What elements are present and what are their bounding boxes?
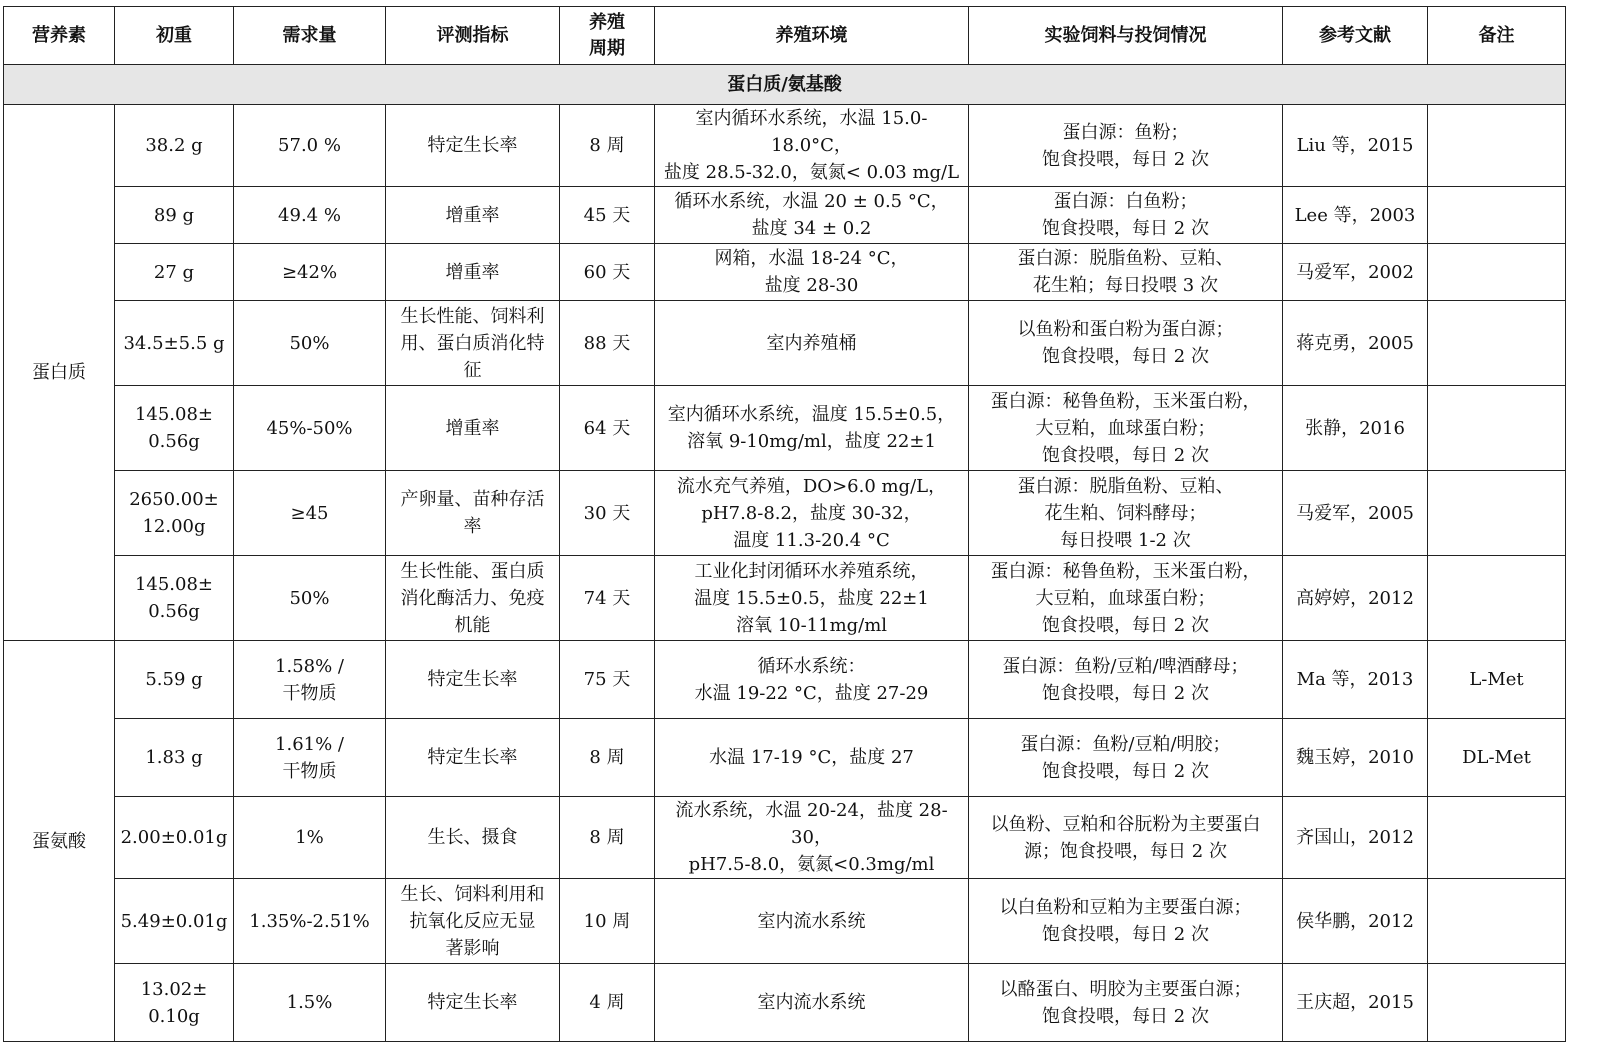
- initial-weight-cell: 38.2 g: [115, 105, 234, 187]
- note-cell: [1428, 187, 1566, 244]
- initial-weight-cell: 2.00±0.01g: [115, 797, 234, 879]
- indicator-cell: 特定生长率: [386, 105, 560, 187]
- indicator-cell: 产卵量、苗种存活 率: [386, 471, 560, 556]
- nutrient-cell: 蛋氨酸: [4, 641, 115, 1042]
- period-cell: 75 天: [560, 641, 655, 719]
- reference-cell: Ma 等，2013: [1283, 641, 1428, 719]
- feed-cell: 以鱼粉和蛋白粉为蛋白源； 饱食投喂，每日 2 次: [969, 301, 1283, 386]
- table-row: [4, 471, 1566, 556]
- feed-cell: 蛋白源：鱼粉/豆粕/明胶； 饱食投喂，每日 2 次: [969, 719, 1283, 797]
- reference-cell: Lee 等，2003: [1283, 187, 1428, 244]
- environment-cell: 流水系统，水温 20-24，盐度 28-30， pH7.5-8.0，氨氮<0.3mg/ml: [655, 797, 969, 879]
- note-cell: [1428, 244, 1566, 301]
- nutrient-cell: 蛋白质: [4, 105, 115, 641]
- requirement-cell: 50%: [234, 556, 386, 641]
- feed-cell: 蛋白源：鱼粉/豆粕/啤酒酵母； 饱食投喂，每日 2 次: [969, 641, 1283, 719]
- note-cell: [1428, 386, 1566, 471]
- reference-cell: 蒋克勇，2005: [1283, 301, 1428, 386]
- nutrition-requirement-table: [3, 6, 1566, 1042]
- requirement-cell: 50%: [234, 301, 386, 386]
- initial-weight-cell: 34.5±5.5 g: [115, 301, 234, 386]
- period-cell: 4 周: [560, 964, 655, 1042]
- section-row: [4, 65, 1566, 105]
- initial-weight-cell: 5.59 g: [115, 641, 234, 719]
- note-cell: L-Met: [1428, 641, 1566, 719]
- requirement-cell: 49.4 %: [234, 187, 386, 244]
- note-cell: [1428, 964, 1566, 1042]
- requirement-cell: ≥45: [234, 471, 386, 556]
- initial-weight-cell: 89 g: [115, 187, 234, 244]
- note-cell: [1428, 301, 1566, 386]
- environment-cell: 室内循环水系统，水温 15.0-18.0°C， 盐度 28.5-32.0，氨氮< 0.03 mg/L: [655, 105, 969, 187]
- period-cell: 8 周: [560, 797, 655, 879]
- environment-cell: 室内养殖桶: [655, 301, 969, 386]
- initial-weight-cell: 145.08± 0.56g: [115, 386, 234, 471]
- feed-cell: 以酪蛋白、明胶为主要蛋白源； 饱食投喂，每日 2 次: [969, 964, 1283, 1042]
- indicator-cell: 生长性能、饲料利 用、蛋白质消化特 征: [386, 301, 560, 386]
- feed-cell: 蛋白源：白鱼粉； 饱食投喂，每日 2 次: [969, 187, 1283, 244]
- note-cell: DL-Met: [1428, 719, 1566, 797]
- period-cell: 45 天: [560, 187, 655, 244]
- environment-cell: 室内循环水系统，温度 15.5±0.5， 溶氧 9-10mg/ml，盐度 22±1: [655, 386, 969, 471]
- note-cell: [1428, 797, 1566, 879]
- environment-cell: 循环水系统： 水温 19-22 °C，盐度 27-29: [655, 641, 969, 719]
- table-row: [4, 386, 1566, 471]
- reference-cell: 王庆超，2015: [1283, 964, 1428, 1042]
- environment-cell: 循环水系统，水温 20 ± 0.5 °C， 盐度 34 ± 0.2: [655, 187, 969, 244]
- feed-cell: 蛋白源：脱脂鱼粉、豆粕、 花生粕；每日投喂 3 次: [969, 244, 1283, 301]
- period-cell: 64 天: [560, 386, 655, 471]
- table-row: [4, 244, 1566, 301]
- header-note: 备注: [1428, 7, 1566, 65]
- reference-cell: 马爱军，2005: [1283, 471, 1428, 556]
- header-requirement: 需求量: [234, 7, 386, 65]
- environment-cell: 流水充气养殖，DO>6.0 mg/L， pH7.8-8.2，盐度 30-32， 温度 11.3-20.4 °C: [655, 471, 969, 556]
- table-row: [4, 797, 1566, 879]
- environment-cell: 室内流水系统: [655, 879, 969, 964]
- table-row: [4, 964, 1566, 1042]
- indicator-cell: 特定生长率: [386, 719, 560, 797]
- feed-cell: 蛋白源：秘鲁鱼粉，玉米蛋白粉， 大豆粕，血球蛋白粉； 饱食投喂，每日 2 次: [969, 556, 1283, 641]
- indicator-cell: 特定生长率: [386, 964, 560, 1042]
- requirement-cell: 1.58% / 干物质: [234, 641, 386, 719]
- requirement-cell: 1.5%: [234, 964, 386, 1042]
- header-period: 养殖 周期: [560, 7, 655, 65]
- feed-cell: 以白鱼粉和豆粕为主要蛋白源； 饱食投喂，每日 2 次: [969, 879, 1283, 964]
- requirement-cell: 1.61% / 干物质: [234, 719, 386, 797]
- table-row: [4, 641, 1566, 719]
- requirement-cell: ≥42%: [234, 244, 386, 301]
- requirement-cell: 45%-50%: [234, 386, 386, 471]
- header-initial-weight: 初重: [115, 7, 234, 65]
- header-indicator: 评测指标: [386, 7, 560, 65]
- requirement-cell: 57.0 %: [234, 105, 386, 187]
- feed-cell: 蛋白源：鱼粉； 饱食投喂，每日 2 次: [969, 105, 1283, 187]
- note-cell: [1428, 105, 1566, 187]
- initial-weight-cell: 1.83 g: [115, 719, 234, 797]
- feed-cell: 蛋白源：秘鲁鱼粉，玉米蛋白粉， 大豆粕，血球蛋白粉； 饱食投喂，每日 2 次: [969, 386, 1283, 471]
- indicator-cell: 生长性能、蛋白质 消化酶活力、免疫 机能: [386, 556, 560, 641]
- table-row: [4, 556, 1566, 641]
- table-row: [4, 879, 1566, 964]
- feed-cell: 以鱼粉、豆粕和谷朊粉为主要蛋白 源；饱食投喂，每日 2 次: [969, 797, 1283, 879]
- period-cell: 88 天: [560, 301, 655, 386]
- period-cell: 8 周: [560, 719, 655, 797]
- reference-cell: 张静，2016: [1283, 386, 1428, 471]
- table-row: [4, 719, 1566, 797]
- period-cell: 10 周: [560, 879, 655, 964]
- initial-weight-cell: 5.49±0.01g: [115, 879, 234, 964]
- requirement-cell: 1.35%-2.51%: [234, 879, 386, 964]
- indicator-cell: 生长、摄食: [386, 797, 560, 879]
- indicator-cell: 特定生长率: [386, 641, 560, 719]
- environment-cell: 室内流水系统: [655, 964, 969, 1042]
- note-cell: [1428, 556, 1566, 641]
- section-label: 蛋白质/氨基酸: [4, 65, 1566, 105]
- reference-cell: 马爱军，2002: [1283, 244, 1428, 301]
- period-cell: 8 周: [560, 105, 655, 187]
- reference-cell: 侯华鹏，2012: [1283, 879, 1428, 964]
- environment-cell: 水温 17-19 °C，盐度 27: [655, 719, 969, 797]
- note-cell: [1428, 879, 1566, 964]
- table-row: [4, 105, 1566, 187]
- initial-weight-cell: 145.08± 0.56g: [115, 556, 234, 641]
- environment-cell: 网箱，水温 18-24 °C， 盐度 28-30: [655, 244, 969, 301]
- feed-cell: 蛋白源：脱脂鱼粉、豆粕、 花生粕、饲料酵母； 每日投喂 1-2 次: [969, 471, 1283, 556]
- initial-weight-cell: 13.02± 0.10g: [115, 964, 234, 1042]
- requirement-cell: 1%: [234, 797, 386, 879]
- period-cell: 60 天: [560, 244, 655, 301]
- header-reference: 参考文献: [1283, 7, 1428, 65]
- reference-cell: Liu 等，2015: [1283, 105, 1428, 187]
- header-feed: 实验饲料与投饲情况: [969, 7, 1283, 65]
- indicator-cell: 增重率: [386, 386, 560, 471]
- initial-weight-cell: 2650.00± 12.00g: [115, 471, 234, 556]
- period-cell: 74 天: [560, 556, 655, 641]
- note-cell: [1428, 471, 1566, 556]
- reference-cell: 高婷婷，2012: [1283, 556, 1428, 641]
- reference-cell: 齐国山，2012: [1283, 797, 1428, 879]
- header-environment: 养殖环境: [655, 7, 969, 65]
- table-row: [4, 187, 1566, 244]
- table-row: [4, 301, 1566, 386]
- reference-cell: 魏玉婷，2010: [1283, 719, 1428, 797]
- environment-cell: 工业化封闭循环水养殖系统， 温度 15.5±0.5，盐度 22±1 溶氧 10-11mg/ml: [655, 556, 969, 641]
- period-cell: 30 天: [560, 471, 655, 556]
- initial-weight-cell: 27 g: [115, 244, 234, 301]
- header-nutrient: 营养素: [4, 7, 115, 65]
- header-row: [4, 7, 1566, 65]
- indicator-cell: 增重率: [386, 187, 560, 244]
- indicator-cell: 生长、饲料利用和 抗氧化反应无显 著影响: [386, 879, 560, 964]
- indicator-cell: 增重率: [386, 244, 560, 301]
